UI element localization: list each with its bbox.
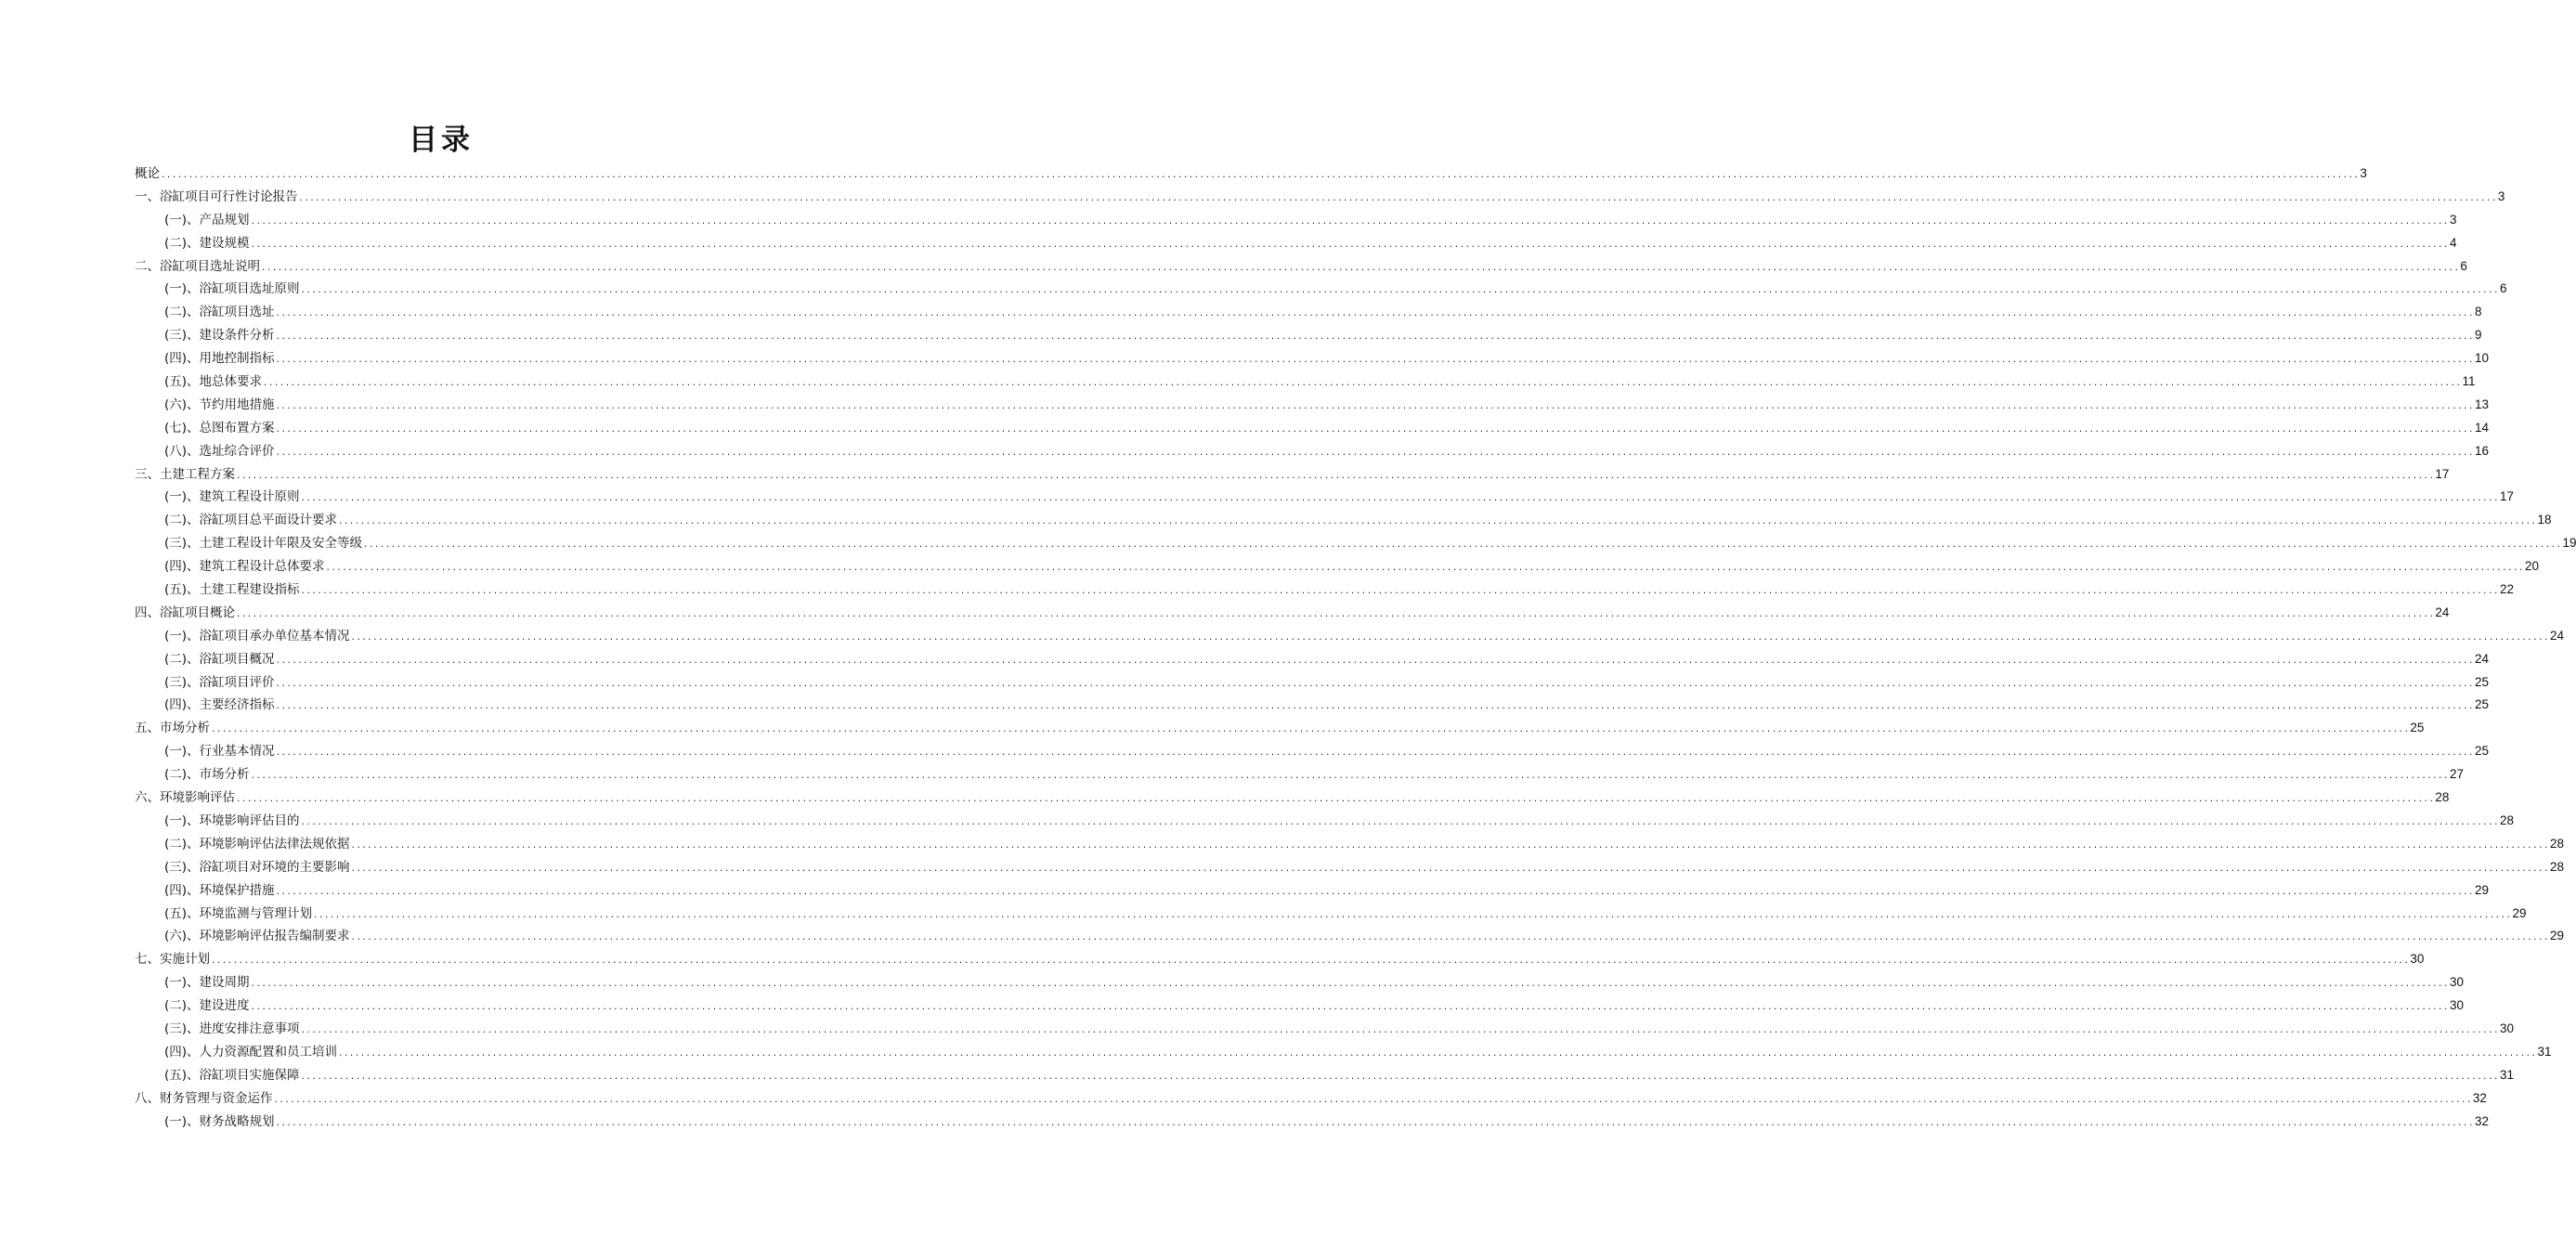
toc-entry-page-number: 28 bbox=[2549, 836, 2564, 851]
page-title: 目录 bbox=[409, 124, 474, 157]
toc-entry[interactable] bbox=[135, 232, 2457, 255]
toc-entry-page-number: 17 bbox=[2435, 466, 2450, 481]
toc-entry-page-number: 25 bbox=[2474, 674, 2489, 689]
toc-entry[interactable] bbox=[135, 301, 2482, 324]
toc-dot-leader: ................................................................................................................................................................................................................................................................................................................................................................................................................ bbox=[300, 494, 2499, 504]
toc-dot-leader: ................................................................................................................................................................................................................................................................................................................................................................................................................ bbox=[350, 840, 2549, 851]
toc-dot-leader: ................................................................................................................................................................................................................................................................................................................................................................................................................ bbox=[275, 748, 2474, 759]
toc-entry[interactable] bbox=[135, 810, 2514, 833]
toc-entry-label: (五)、地总体要求 bbox=[164, 374, 263, 390]
toc-dot-leader: ................................................................................................................................................................................................................................................................................................................................................................................................................ bbox=[211, 725, 2410, 735]
toc-entry-label: (一)、环境影响评估目的 bbox=[164, 812, 300, 828]
toc-entry-label: (五)、土建工程建设指标 bbox=[164, 582, 300, 598]
toc-dot-leader: ................................................................................................................................................................................................................................................................................................................................................................................................................ bbox=[250, 1003, 2449, 1013]
toc-entry-page-number: 3 bbox=[2360, 166, 2367, 180]
toc-entry-label: 八、财务管理与资金运作 bbox=[135, 1090, 273, 1106]
toc-entry-page-number: 10 bbox=[2474, 351, 2489, 366]
toc-entry[interactable] bbox=[135, 1041, 2552, 1064]
toc-entry-label: 概论 bbox=[135, 166, 160, 181]
toc-dot-leader: ................................................................................................................................................................................................................................................................................................................................................................................................................ bbox=[275, 424, 2474, 435]
toc-dot-leader: ................................................................................................................................................................................................................................................................................................................................................................................................................ bbox=[338, 1048, 2537, 1059]
toc-dot-leader: ................................................................................................................................................................................................................................................................................................................................................................................................................ bbox=[236, 795, 2435, 805]
toc-entry-label: (三)、建设条件分析 bbox=[164, 328, 275, 344]
toc-dot-leader: ................................................................................................................................................................................................................................................................................................................................................................................................................ bbox=[275, 887, 2474, 897]
toc-entry-page-number: 30 bbox=[2449, 975, 2464, 990]
toc-entry-label: (二)、浴缸项目总平面设计要求 bbox=[164, 513, 338, 528]
toc-entry-page-number: 8 bbox=[2474, 305, 2482, 319]
toc-entry-label: (一)、浴缸项目选址原则 bbox=[164, 281, 300, 297]
toc-entry-label: (一)、产品规划 bbox=[164, 212, 250, 228]
toc-entry[interactable] bbox=[135, 370, 2476, 394]
toc-dot-leader: ................................................................................................................................................................................................................................................................................................................................................................................................................ bbox=[275, 356, 2474, 366]
toc-entry[interactable] bbox=[135, 186, 2505, 209]
toc-entry-page-number: 9 bbox=[2474, 328, 2482, 343]
toc-dot-leader: ................................................................................................................................................................................................................................................................................................................................................................................................................ bbox=[300, 1025, 2499, 1035]
toc-entry-page-number: 18 bbox=[2537, 513, 2552, 527]
toc-entry-label: (一)、浴缸项目承办单位基本情况 bbox=[164, 628, 350, 644]
toc-entry[interactable] bbox=[135, 162, 2367, 186]
toc-entry-page-number: 31 bbox=[2537, 1044, 2552, 1059]
toc-entry-page-number: 31 bbox=[2499, 1067, 2514, 1082]
toc-entry[interactable] bbox=[135, 740, 2489, 763]
toc-entry-label: (三)、浴缸项目评价 bbox=[164, 674, 275, 690]
toc-dot-leader: ................................................................................................................................................................................................................................................................................................................................................................................................................ bbox=[161, 171, 2360, 180]
toc-dot-leader: ................................................................................................................................................................................................................................................................................................................................................................................................................ bbox=[300, 817, 2499, 827]
toc-entry-page-number: 24 bbox=[2549, 628, 2564, 643]
toc-entry-page-number: 16 bbox=[2474, 443, 2489, 458]
toc-entry-label: (四)、建筑工程设计总体要求 bbox=[164, 559, 325, 575]
toc-entry-label: (四)、环境保护措施 bbox=[164, 882, 275, 898]
toc-entry[interactable] bbox=[135, 486, 2514, 509]
toc-dot-leader: ................................................................................................................................................................................................................................................................................................................................................................................................................ bbox=[313, 910, 2512, 920]
toc-entry-label: (一)、建设周期 bbox=[164, 975, 250, 991]
toc-entry[interactable] bbox=[135, 1087, 2487, 1111]
toc-entry-label: 六、环境影响评估 bbox=[135, 790, 235, 806]
toc-entry-label: 二、浴缸项目选址说明 bbox=[135, 258, 260, 274]
toc-entry[interactable] bbox=[135, 578, 2514, 602]
toc-entry-label: (四)、用地控制指标 bbox=[164, 351, 275, 367]
toc-entry[interactable] bbox=[135, 763, 2464, 786]
toc-entry[interactable] bbox=[135, 555, 2539, 578]
toc-entry-page-number: 28 bbox=[2499, 812, 2514, 827]
toc-entry-label: (六)、环境影响评估报告编制要求 bbox=[164, 929, 350, 944]
toc-entry-label: (二)、市场分析 bbox=[164, 767, 250, 783]
toc-entry-label: (二)、建设进度 bbox=[164, 998, 250, 1014]
toc-entry[interactable] bbox=[135, 347, 2489, 370]
toc-entry-label: (五)、环境监测与管理计划 bbox=[164, 905, 313, 921]
toc-entry-label: (三)、进度安排注意事项 bbox=[164, 1020, 300, 1036]
toc-entry-page-number: 14 bbox=[2474, 420, 2489, 435]
toc-entry[interactable] bbox=[135, 948, 2425, 971]
toc-entry-label: 一、浴缸项目可行性讨论报告 bbox=[135, 188, 298, 204]
toc-entry[interactable] bbox=[135, 786, 2450, 810]
toc-entry-label: (一)、财务战略规划 bbox=[164, 1113, 275, 1129]
toc-dot-leader: ................................................................................................................................................................................................................................................................................................................................................................................................................ bbox=[300, 1072, 2499, 1082]
toc-entry-page-number: 24 bbox=[2474, 651, 2489, 666]
toc-entry[interactable] bbox=[135, 717, 2425, 740]
toc-entry[interactable] bbox=[135, 417, 2489, 440]
toc-dot-leader: ................................................................................................................................................................................................................................................................................................................................................................................................................ bbox=[363, 540, 2562, 551]
toc-entry-page-number: 3 bbox=[2497, 188, 2505, 203]
toc-dot-leader: ................................................................................................................................................................................................................................................................................................................................................................................................................ bbox=[275, 656, 2474, 666]
toc-entry-page-number: 3 bbox=[2449, 212, 2457, 227]
toc-entry[interactable] bbox=[135, 1064, 2514, 1087]
toc-dot-leader: ................................................................................................................................................................................................................................................................................................................................................................................................................ bbox=[275, 448, 2474, 458]
toc-entry-page-number: 25 bbox=[2410, 721, 2425, 735]
toc-entry-page-number: 20 bbox=[2524, 559, 2539, 574]
toc-entry-page-number: 30 bbox=[2449, 998, 2464, 1013]
toc-dot-leader: ................................................................................................................................................................................................................................................................................................................................................................................................................ bbox=[250, 240, 2449, 250]
toc-entry-label: (三)、浴缸项目对环境的主要影响 bbox=[164, 859, 350, 875]
toc-dot-leader: ................................................................................................................................................................................................................................................................................................................................................................................................................ bbox=[350, 632, 2549, 643]
toc-entry-label: 四、浴缸项目概论 bbox=[135, 604, 235, 620]
toc-entry-page-number: 27 bbox=[2449, 767, 2464, 782]
toc-entry[interactable] bbox=[135, 440, 2489, 463]
toc-entry-label: (一)、行业基本情况 bbox=[164, 744, 275, 760]
toc-entry-label: (五)、浴缸项目实施保障 bbox=[164, 1067, 300, 1083]
toc-entry[interactable] bbox=[135, 903, 2527, 926]
toc-dot-leader: ................................................................................................................................................................................................................................................................................................................................................................................................................ bbox=[325, 564, 2524, 574]
toc-dot-leader: ................................................................................................................................................................................................................................................................................................................................................................................................................ bbox=[350, 933, 2549, 943]
toc-entry-page-number: 25 bbox=[2474, 744, 2489, 759]
toc-dot-leader: ................................................................................................................................................................................................................................................................................................................................................................................................................ bbox=[338, 517, 2537, 527]
toc-entry-label: (二)、环境影响评估法律法规依据 bbox=[164, 836, 350, 852]
toc-entry-label: (一)、建筑工程设计原则 bbox=[164, 489, 300, 505]
toc-dot-leader: ................................................................................................................................................................................................................................................................................................................................................................................................................ bbox=[273, 1095, 2472, 1105]
toc-entry[interactable] bbox=[135, 324, 2482, 347]
toc-entry-label: (四)、主要经济指标 bbox=[164, 697, 275, 713]
toc-dot-leader: ................................................................................................................................................................................................................................................................................................................................................................................................................ bbox=[275, 702, 2474, 712]
toc-entry[interactable] bbox=[135, 1018, 2514, 1041]
toc-entry-page-number: 29 bbox=[2474, 882, 2489, 897]
toc-entry-label: 七、实施计划 bbox=[135, 952, 210, 968]
toc-entry[interactable] bbox=[135, 209, 2457, 232]
toc-dot-leader: ................................................................................................................................................................................................................................................................................................................................................................................................................ bbox=[261, 263, 2460, 273]
toc-entry[interactable] bbox=[135, 278, 2507, 301]
toc-entry[interactable] bbox=[135, 648, 2489, 671]
toc-entry[interactable] bbox=[135, 255, 2467, 279]
toc-entry-page-number: 30 bbox=[2410, 952, 2425, 967]
toc-entry-label: (二)、浴缸项目选址 bbox=[164, 305, 275, 320]
toc-entry-page-number: 29 bbox=[2549, 929, 2564, 943]
toc-dot-leader: ................................................................................................................................................................................................................................................................................................................................................................................................................ bbox=[250, 216, 2449, 227]
toc-entry-page-number: 29 bbox=[2512, 905, 2527, 920]
toc-entry[interactable] bbox=[135, 1111, 2489, 1134]
toc-entry[interactable] bbox=[135, 833, 2564, 856]
toc-entry[interactable] bbox=[135, 856, 2564, 879]
toc-entry-label: 三、土建工程方案 bbox=[135, 466, 235, 482]
toc-entry-page-number: 6 bbox=[2499, 281, 2507, 296]
toc-entry-label: (三)、土建工程设计年限及安全等级 bbox=[164, 536, 363, 552]
toc-entry[interactable] bbox=[135, 394, 2489, 417]
toc-dot-leader: ................................................................................................................................................................................................................................................................................................................................................................................................................ bbox=[236, 609, 2435, 619]
toc-entry-page-number: 13 bbox=[2474, 396, 2489, 411]
toc-dot-leader: ................................................................................................................................................................................................................................................................................................................................................................................................................ bbox=[275, 309, 2474, 319]
toc-entry-label: (二)、建设规模 bbox=[164, 235, 250, 251]
toc-entry[interactable] bbox=[135, 925, 2564, 948]
toc-entry-page-number: 22 bbox=[2499, 582, 2514, 597]
toc-entry-page-number: 28 bbox=[2435, 790, 2450, 805]
toc-entry-label: (六)、节约用地措施 bbox=[164, 396, 275, 412]
toc-entry-page-number: 32 bbox=[2474, 1113, 2489, 1128]
toc-dot-leader: ................................................................................................................................................................................................................................................................................................................................................................................................................ bbox=[236, 471, 2435, 481]
toc-entry-label: (二)、浴缸项目概况 bbox=[164, 651, 275, 667]
toc-entry[interactable] bbox=[135, 625, 2564, 648]
toc-entry-page-number: 6 bbox=[2460, 258, 2467, 273]
toc-entry-label: 五、市场分析 bbox=[135, 721, 210, 736]
toc-dot-leader: ................................................................................................................................................................................................................................................................................................................................................................................................................ bbox=[350, 864, 2549, 874]
toc-entry-label: (四)、人力资源配置和员工培训 bbox=[164, 1044, 338, 1060]
toc-entry-label: (八)、选址综合评价 bbox=[164, 443, 275, 459]
toc-entry[interactable] bbox=[135, 602, 2450, 625]
toc-entry-page-number: 28 bbox=[2549, 859, 2564, 874]
toc-entry[interactable] bbox=[135, 532, 2576, 555]
toc-dot-leader: ................................................................................................................................................................................................................................................................................................................................................................................................................ bbox=[300, 587, 2499, 597]
toc-dot-leader: ................................................................................................................................................................................................................................................................................................................................................................................................................ bbox=[263, 379, 2462, 389]
toc-dot-leader: ................................................................................................................................................................................................................................................................................................................................................................................................................ bbox=[250, 772, 2449, 782]
toc-entry[interactable] bbox=[135, 509, 2552, 532]
toc-entry[interactable] bbox=[135, 994, 2464, 1018]
toc-dot-leader: ................................................................................................................................................................................................................................................................................................................................................................................................................ bbox=[300, 286, 2499, 296]
toc-dot-leader: ................................................................................................................................................................................................................................................................................................................................................................................................................ bbox=[275, 401, 2474, 411]
toc-entry-page-number: 4 bbox=[2449, 235, 2457, 250]
toc-entry[interactable] bbox=[135, 671, 2489, 695]
toc-entry-label: (七)、总图布置方案 bbox=[164, 420, 275, 436]
toc-dot-leader: ................................................................................................................................................................................................................................................................................................................................................................................................................ bbox=[250, 980, 2449, 990]
toc-entry-page-number: 25 bbox=[2474, 697, 2489, 712]
toc-dot-leader: ................................................................................................................................................................................................................................................................................................................................................................................................................ bbox=[275, 679, 2474, 689]
toc-entry[interactable] bbox=[135, 463, 2450, 487]
toc-entry[interactable] bbox=[135, 879, 2489, 903]
toc-dot-leader: ................................................................................................................................................................................................................................................................................................................................................................................................................ bbox=[211, 956, 2410, 967]
table-of-contents bbox=[135, 162, 2576, 1133]
toc-entry-page-number: 17 bbox=[2499, 489, 2514, 504]
toc-dot-leader: ................................................................................................................................................................................................................................................................................................................................................................................................................ bbox=[298, 193, 2497, 203]
toc-entry-page-number: 11 bbox=[2462, 374, 2476, 389]
toc-entry-page-number: 30 bbox=[2499, 1020, 2514, 1035]
toc-entry-page-number: 19 bbox=[2562, 536, 2576, 551]
toc-dot-leader: ................................................................................................................................................................................................................................................................................................................................................................................................................ bbox=[275, 1118, 2474, 1128]
toc-entry-page-number: 32 bbox=[2472, 1090, 2487, 1105]
toc-entry[interactable] bbox=[135, 694, 2489, 717]
toc-entry[interactable] bbox=[135, 971, 2464, 994]
toc-entry-page-number: 24 bbox=[2435, 604, 2450, 619]
toc-dot-leader: ................................................................................................................................................................................................................................................................................................................................................................................................................ bbox=[275, 332, 2474, 343]
